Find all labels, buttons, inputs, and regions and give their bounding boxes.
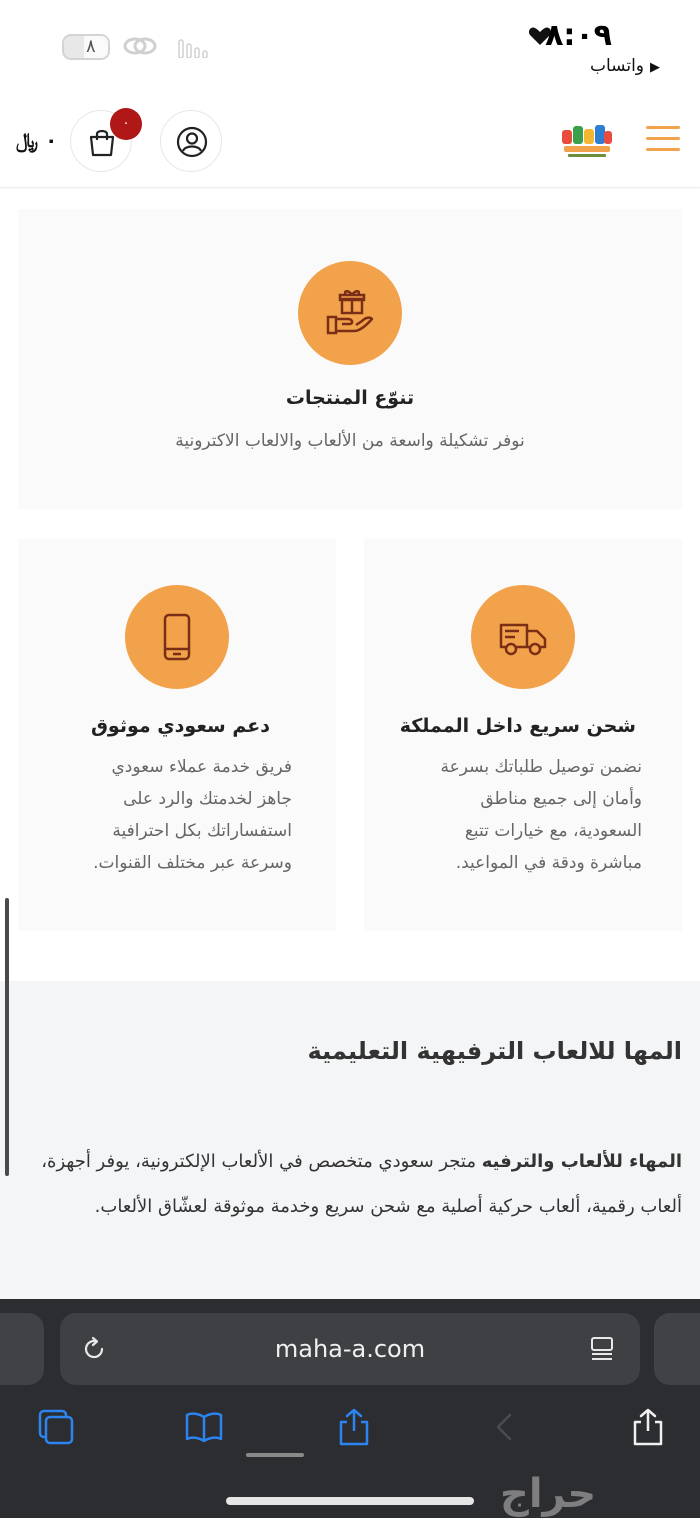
share-icon[interactable] [334,1407,374,1447]
about-brand: المهاء للألعاب والترفيه [481,1151,682,1172]
home-indicator[interactable] [226,1497,474,1505]
feature-title: تنوّع المنتجات [285,387,415,409]
previous-tab-preview[interactable] [0,1313,44,1385]
about-body: متجر سعودي متخصص في الألعاب الإلكترونية، يوفر أجهزة، ألعاب رقمية، ألعاب حركية أصلية مع شحن سريع وخدمة موثوقة لعشّاق الألعاب. [41,1151,682,1217]
link-icon [122,34,158,58]
maha-logo[interactable] [560,120,614,160]
status-bar [0,0,700,98]
back-to-app-link[interactable] [590,56,660,76]
delivery-truck-icon [497,611,549,663]
mobile-phone-icon [151,611,203,663]
back-app-label: واتساب [589,56,644,76]
gift-hand-icon [324,287,376,339]
feature-description-line: وأمان إلى جميع مناطق [480,789,642,809]
tabs-icon[interactable] [36,1407,76,1447]
feature-description-line: وسرعة عبر مختلف القنوات. [93,853,292,873]
feature-description: نوفر تشكيلة واسعة من الألعاب والالعاب الاكترونية [175,431,525,451]
reader-mode-icon[interactable] [588,1335,616,1363]
feature-icon-circle [125,585,229,689]
feature-description-line: السعودية، مع خيارات تتبع [464,821,642,841]
battery-icon [62,34,110,60]
about-section [0,981,700,1299]
status-time: ٨:٠٩ [545,18,612,53]
cart-total: ٠ ﷼ [16,128,58,152]
next-tab-preview[interactable] [654,1313,700,1385]
account-button[interactable] [160,110,222,172]
watermark: حراج [500,1471,597,1517]
feature-card-shipping [364,539,682,931]
about-text [12,1139,682,1229]
feature-description-line: فريق خدمة عملاء سعودي [111,757,292,777]
back-arrow-icon[interactable] [486,1407,526,1447]
hamburger-menu-icon[interactable] [646,124,680,154]
url-text: maha-a.com [274,1335,426,1363]
feature-description [12,751,292,879]
bookmarks-icon[interactable] [184,1407,224,1447]
cart-count-badge: ٠ [110,108,142,140]
toolbar-handle [246,1453,304,1457]
signal-icon [178,36,208,58]
feature-description-line: مباشرة ودقة في المواعيد. [455,853,642,873]
page-content [0,189,700,1299]
browser-toolbar [0,1299,700,1518]
share-icon[interactable] [628,1407,668,1447]
feature-title: دعم سعودي موثوق [90,715,270,737]
about-title: المها للالعاب الترفيهية التعليمية [307,1037,682,1065]
feature-description [362,751,642,879]
feature-card-products [18,209,682,509]
battery-level: ٨ [86,36,96,57]
play-icon: ▶ [650,60,660,75]
feature-description-line: جاهز لخدمتك والرد على [123,789,292,809]
feature-icon-circle [298,261,402,365]
site-header [0,98,700,188]
feature-icon-circle [471,585,575,689]
feature-title: شحن سريع داخل المملكة [399,715,636,737]
feature-description-line: استفساراتك بكل احترافية [112,821,292,841]
user-icon [176,126,208,158]
feature-card-support [18,539,336,931]
address-bar[interactable] [60,1313,640,1385]
page-scrollbar[interactable] [5,898,9,1176]
feature-description-line: نضمن توصيل طلباتك بسرعة [440,757,642,777]
